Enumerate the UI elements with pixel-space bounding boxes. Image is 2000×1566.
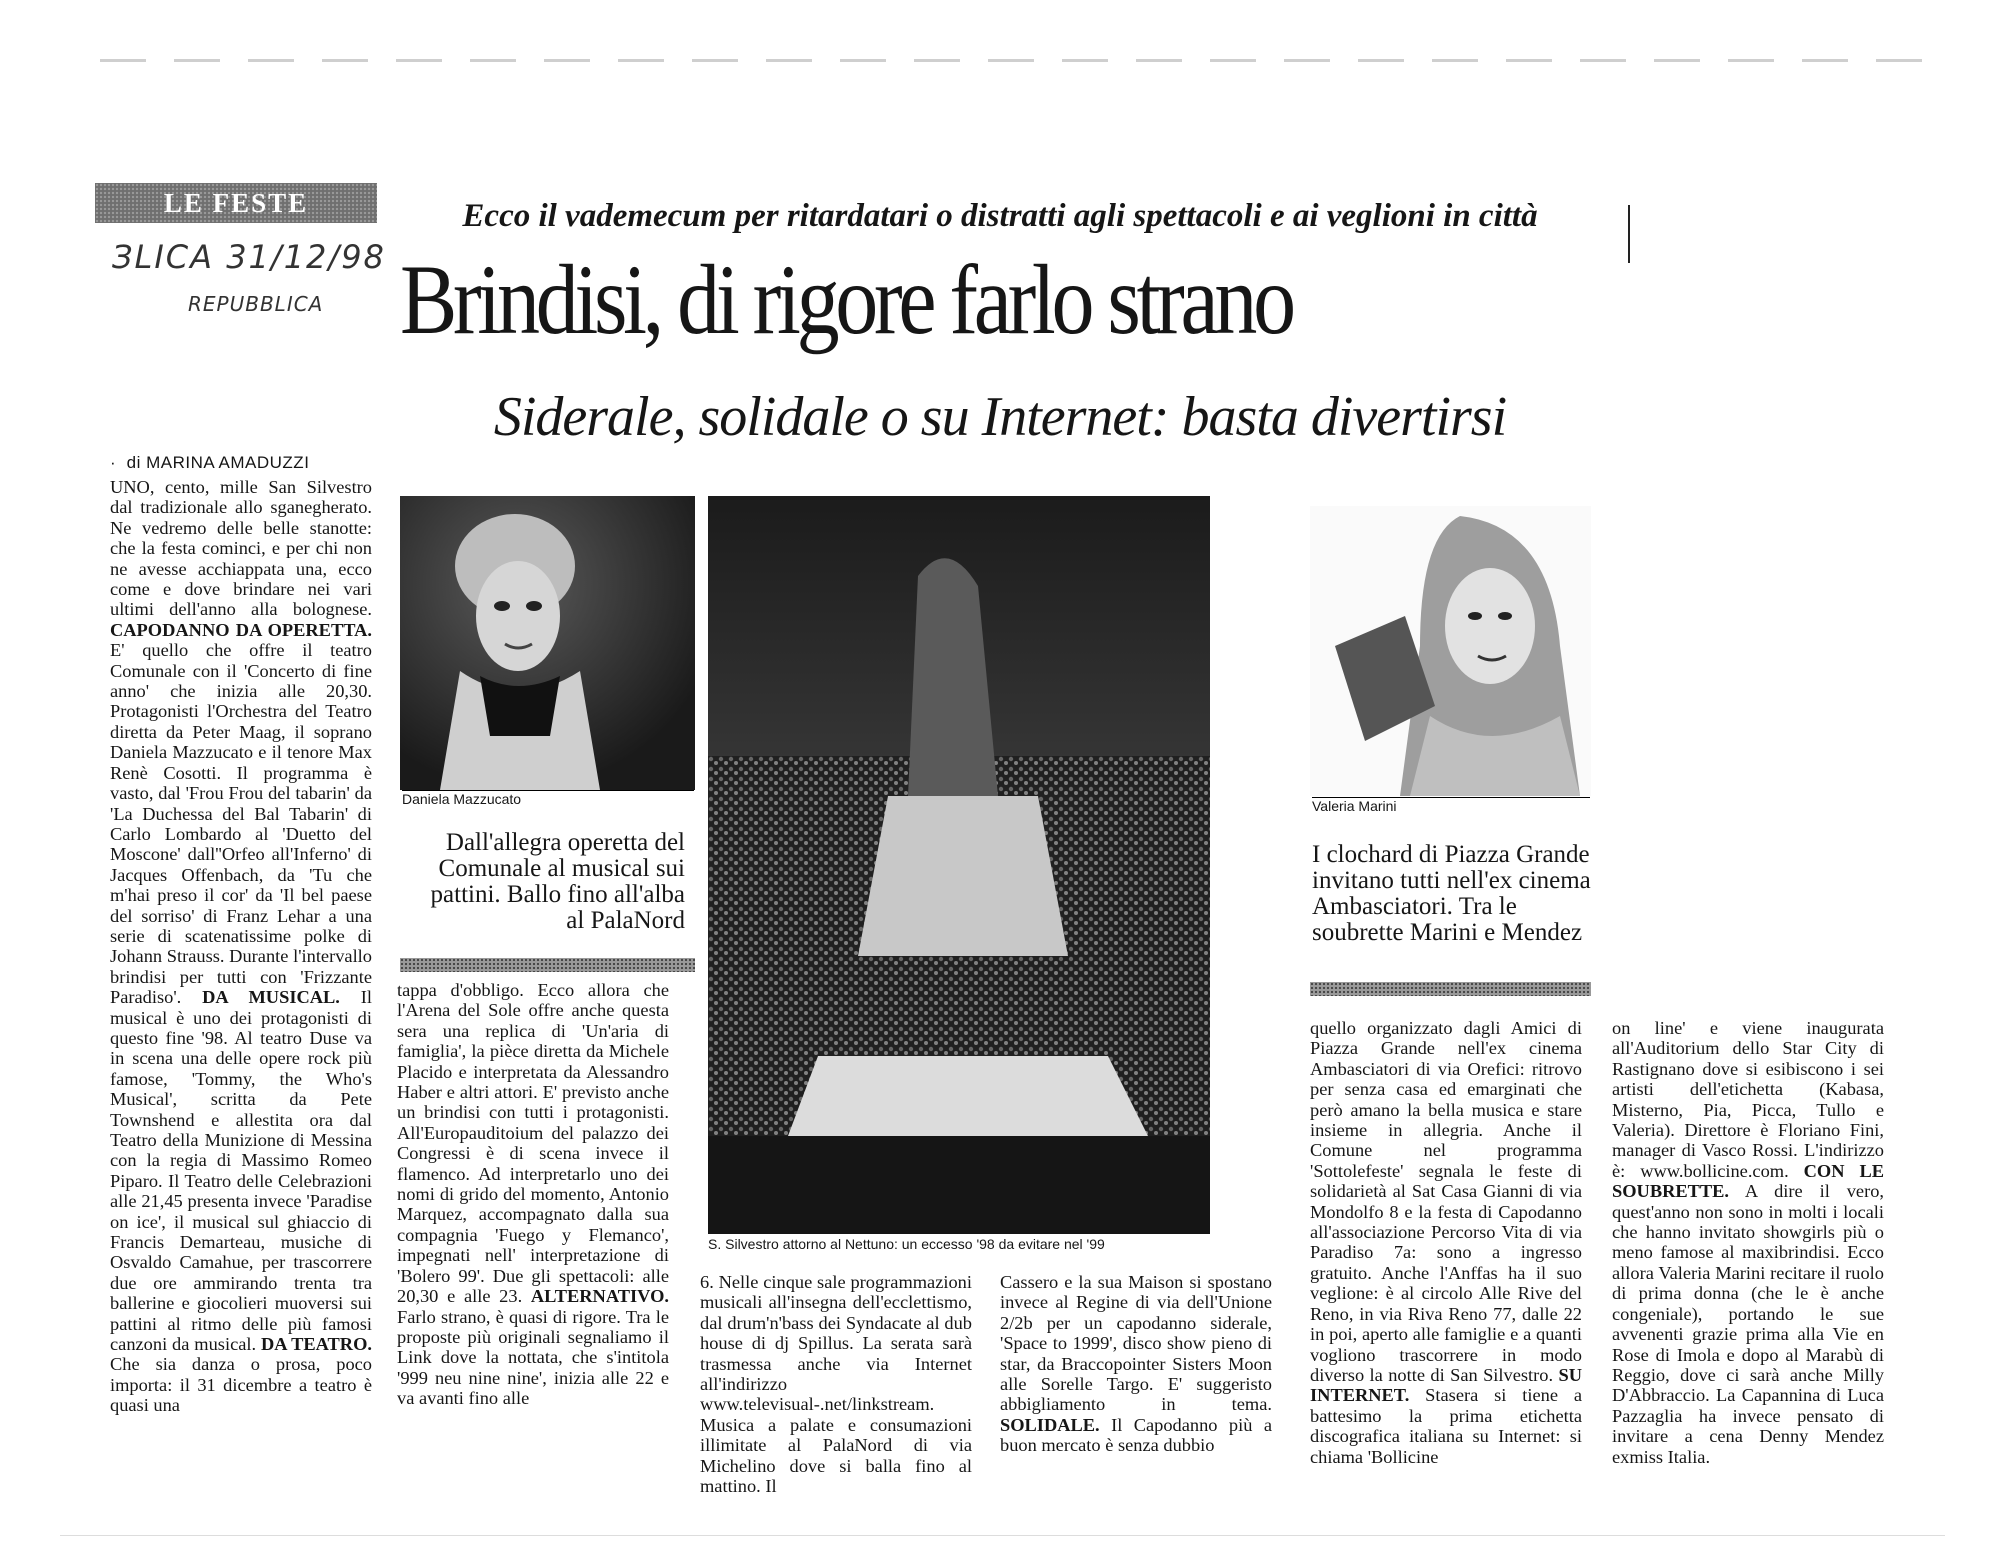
column-text: tappa d'obbligo. Ecco allora che l'Arena del Sole offre anche questa sera una replica di 'Un'aria di famiglia', la pièce diretta da Michele Placido e interpretata da Alessandro Haber e altri attori. E' previsto anche un brindisi con tutti i protagonisti. All'Europauditoium del palazzo dei Congressi è di scena invece il flamenco. Ad interpretarlo uno dei nomi di grido del momento, Antonio Marquez, accompagnato dalla sua compagnia 'Fuego y Flemanco', impegnati nell' interpretazione di 'Bolero 99'. Due gli spettacoli: alle 20,30 e alle 23. (397, 980, 669, 1307)
pullquote-left: Dall'allegra operetta del Comunale al musical sui pattini. Ballo fino all'alba al PalaNord (430, 829, 685, 934)
column-text: Il musical è uno dei protagonisti di questo fine '98. Al teatro Duse va in scena una delle opere rock più famose, 'Tommy, the Who's Musical', scritta da Pete Townshend e allestita ora dal Teatro della Munizione di Messina con la regia di Massimo Romeo Piparo. Il Teatro delle Celebrazioni alle 21,45 presenta invece 'Paradise on ice', il musical sul ghiaccio di Francis Demarteau, musiche di Osvaldo Camahue, per trascorrere due ore ammirando trenta tra ballerine e giocolieri muoversi sui pattini al ritmo delle più famosi canzoni da musical. (110, 987, 372, 1355)
article-column-3 (700, 1272, 972, 1497)
byline-text: di MARINA AMADUZZI (126, 453, 310, 472)
byline: · di MARINA AMADUZZI (110, 453, 310, 472)
column-text: Che sia danza o prosa, poco importa: il 31 dicembre a teatro è quasi una (110, 1354, 372, 1416)
photo-caption-right: Valeria Marini (1312, 797, 1590, 816)
column-text: Cassero e la sua Maison si spostano invece al Regine di via dell'Unione 2/2b per un capodanno siderale, 'Space to 1999', disco show pieno di star, da Braccopointer Sisters Moon alle Sorelle Targo. E' suggeristo abbigliamento in tema. (1000, 1272, 1272, 1415)
subheadline: Siderale, solidale o su Internet: basta divertirsi (493, 386, 1507, 448)
article-column-2 (397, 980, 669, 1480)
column-text: 6. Nelle cinque sale programmazioni musicali all'insegna dell'ecclettismo, dal drum'n'bass dei Syndacate al dub house di dj Spillus. La serata sarà trasmessa anche via Internet all'indirizzo www.televisual-.net/linkstream. Musica a palate e consumazioni illimitate al PalaNord di via Michelino dove si balla fino al mattino. Il (700, 1272, 972, 1497)
decorative-rule (400, 958, 695, 972)
section-heading: ALTERNATIVO. (530, 1286, 669, 1307)
photo-nettuno-crowd (708, 496, 1210, 1234)
column-text: Stasera si tiene a battesimo la prima etichetta discografica italiana su Internet: si chiama 'Bollicine (1310, 1385, 1582, 1467)
column-text: Il Capodanno più a buon mercato è senza dubbio (1000, 1414, 1272, 1456)
portrait-image (1310, 506, 1591, 796)
column-text: UNO, cento, mille San Silvestro dal tradizionale allo sganegherato. Ne vedremo delle belle stanotte: che la festa cominci, e per chi non ne avesse acchiappata una, ecco come e dove brindare nei vari ultimi dell'anno alla bolognese. (110, 477, 372, 620)
article-column-6 (1612, 1018, 1884, 1480)
pullquote-right: I clochard di Piazza Grande invitano tutti nell'ex cinema Ambasciatori. Tra le soubrette Marini e Mendez (1312, 841, 1591, 946)
article-column-1 (110, 477, 372, 1482)
handwritten-source: REPUBBLICA (188, 292, 324, 316)
perforation-marks (100, 58, 1980, 64)
photo-caption-center: S. Silvestro attorno al Nettuno: un eccesso '98 da evitare nel '99 (708, 1236, 1105, 1252)
page-title: Brindisi, di rigore farlo strano (400, 244, 1292, 355)
section-heading: SU INTERNET. (1310, 1364, 1582, 1406)
column-text: E' quello che offre il teatro Comunale con il 'Concerto di fine anno' che inizia alle 20,30. Protagonisti l'Orchestra del Teatro diretta da Peter Maag, il soprano Daniela Mazzucato e il tenore Max Renè Cosotti. Il programma è vasto, dal 'Frou Frou del tabarin' da 'La Duchessa del Bal Tabarin' di Carlo Lombardo al 'Duetto del Moscone' dall''Orfeo all'Inferno' di Jacques Offenbach, da 'Tu che m'hai preso il cor' da 'Il bel paese del sorriso' di Franz Lehar a una serie di scatenatissime polke di Johann Strauss. Durante l'intervallo brindisi per tutti con 'Frizzante Paradiso'. (110, 640, 372, 1008)
section-heading: DA TEATRO. (261, 1334, 372, 1355)
crowd-image (708, 496, 1210, 1234)
portrait-image (400, 496, 695, 790)
photo-daniela-mazzucato (400, 496, 695, 790)
section-heading: DA MUSICAL. (202, 987, 340, 1008)
column-text: A dire il vero, quest'anno non sono in molti i locali che hanno invitato showgirls più o meno famose al maxibrindisi. Ecco allora Valeria Marini recitare il ruolo di prima donna (che le è anche congeniale), portando le sue avvenenti grazie prima alla Vie en Rose di Imola e dopo al Marabù di Reggio, dove ci sarà anche Milly D'Abbraccio. La Capannina di Luca Pazzaglia ha invece pensato di invitare a cena Denny Mendez exmiss Italia. (1612, 1181, 1884, 1467)
section-heading: CON LE SOUBRETTE. (1612, 1160, 1884, 1202)
handwritten-date: ЗLICA 31/12/98 (112, 238, 386, 276)
photo-caption-left: Daniela Mazzucato (402, 790, 694, 809)
section-tag: LE FESTE (95, 183, 377, 223)
column-text: quello organizzato dagli Amici di Piazza Grande nell'ex cinema Ambasciatori di via Orefici: ritrovo per senza casa ed emarginati che però amano la bella musica e stare insieme in allegria. Anche il Comune nel programma 'Sottolefeste' segnala le feste di solidarietà al Sat Casa Gianni di via Mondolfo 8 e la festa di Capodanno all'associazione Percorso Vita di via Paradiso 7a: sono a ingresso gratuito. Anche l'Anffas ha il suo veglione: è al circolo Alle Rive del Reno, in via Riva Reno 77, dalle 22 in poi, aperto alle famiglie e a quanti vogliono trascorrere in modo diverso la notte di San Silvestro. (1310, 1018, 1582, 1385)
article-column-5 (1310, 1018, 1582, 1480)
section-heading: CAPODANNO DA OPERETTA. (110, 619, 372, 640)
article-column-4 (1000, 1272, 1272, 1482)
column-text: on line' e viene inaugurata all'Auditorium dello Star City di Rastignano dove si esibiscono i sei artisti dell'etichetta (Kabasa, Misterno, Pia, Picca, Tullo e Valeria). Direttore è Floriano Fini, manager di Vasco Rossi. L'indirizzo è: www.bollicine.com. (1612, 1018, 1884, 1181)
vertical-rule (1628, 205, 1630, 263)
decorative-rule (1310, 982, 1591, 996)
column-text: Farlo strano, è quasi di rigore. Tra le proposte più originali segnaliamo il Link dove la nottata, che s'intitola '999 neu nine nine', inizia alle 22 e va avanti fino alle (397, 1306, 669, 1409)
section-heading: SOLIDALE. (1000, 1414, 1100, 1435)
photo-valeria-marini (1310, 506, 1591, 796)
kicker: Ecco il vademecum per ritardatari o distratti agli spettacoli e ai veglioni in città (462, 198, 1538, 234)
